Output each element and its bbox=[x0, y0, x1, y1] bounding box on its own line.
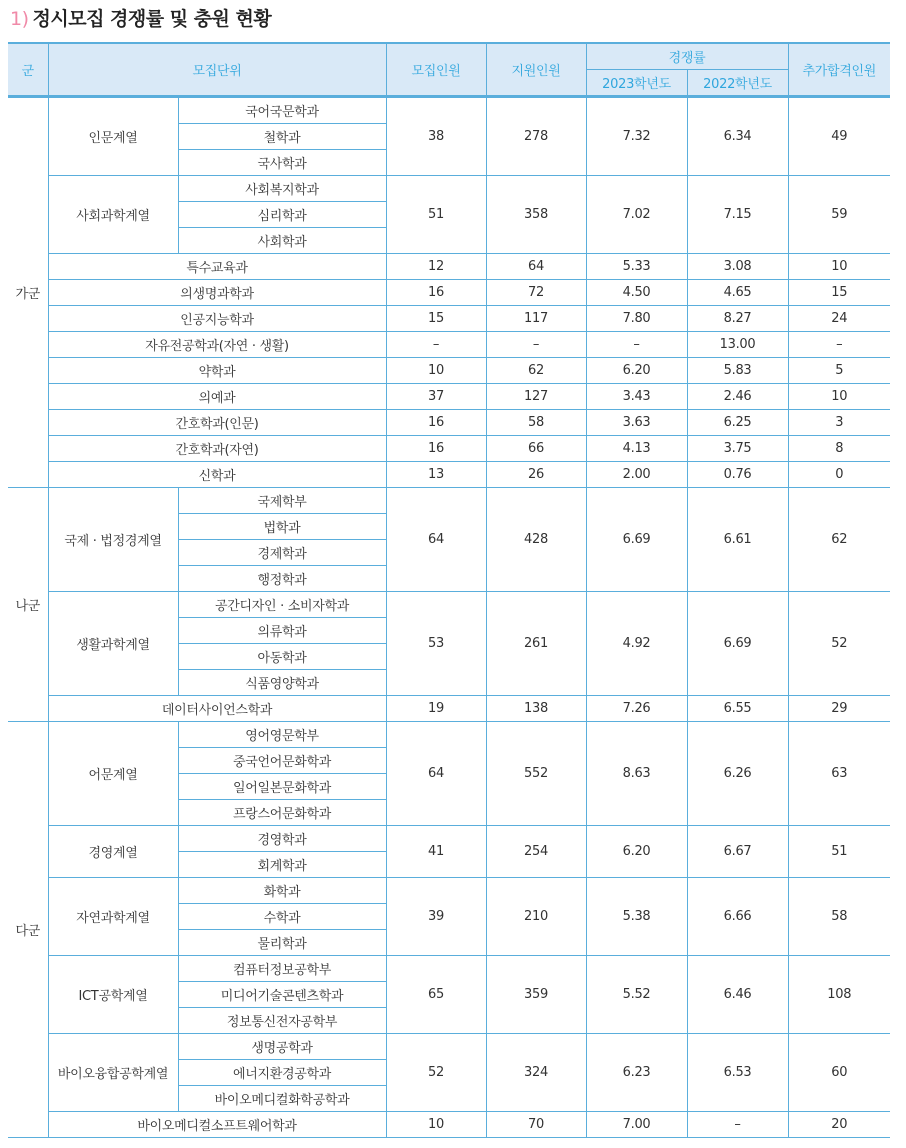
major: 수학과 bbox=[178, 904, 386, 930]
applicants: 127 bbox=[486, 384, 586, 410]
ratio-2022: 2.46 bbox=[687, 384, 788, 410]
table-row bbox=[8, 436, 890, 462]
applicants: 261 bbox=[486, 592, 586, 696]
ratio-2022: 0.76 bbox=[687, 462, 788, 488]
major: 행정학과 bbox=[178, 566, 386, 592]
section-na bbox=[8, 488, 890, 722]
applicants: 62 bbox=[486, 358, 586, 384]
quota: 64 bbox=[386, 722, 486, 826]
ratio-2022: 6.66 bbox=[687, 878, 788, 956]
major: 화학과 bbox=[178, 878, 386, 904]
major: 국어국문학과 bbox=[178, 97, 386, 124]
quota: 39 bbox=[386, 878, 486, 956]
extra: 63 bbox=[788, 722, 890, 826]
major: 컴퓨터정보공학부 bbox=[178, 956, 386, 982]
ratio-2023: 6.20 bbox=[586, 826, 687, 878]
applicants: 428 bbox=[486, 488, 586, 592]
table-row bbox=[8, 97, 890, 124]
major: 경제학과 bbox=[178, 540, 386, 566]
ratio-2022: 8.27 bbox=[687, 306, 788, 332]
extra: – bbox=[788, 332, 890, 358]
quota: – bbox=[386, 332, 486, 358]
quota: 16 bbox=[386, 410, 486, 436]
ratio-2022: 13.00 bbox=[687, 332, 788, 358]
quota: 16 bbox=[386, 280, 486, 306]
table-row bbox=[8, 306, 890, 332]
ratio-2023: 7.32 bbox=[586, 97, 687, 176]
quota: 37 bbox=[386, 384, 486, 410]
major: 사회복지학과 bbox=[178, 176, 386, 202]
quota: 65 bbox=[386, 956, 486, 1034]
ratio-2022: 3.75 bbox=[687, 436, 788, 462]
applicants: 64 bbox=[486, 254, 586, 280]
title-text: 정시모집 경쟁률 및 충원 현황 bbox=[32, 8, 272, 30]
table-row bbox=[8, 488, 890, 514]
ratio-2022: 6.61 bbox=[687, 488, 788, 592]
ratio-2022: 6.69 bbox=[687, 592, 788, 696]
unit-name: 특수교육과 bbox=[48, 254, 386, 280]
table-row bbox=[8, 722, 890, 748]
major: 철학과 bbox=[178, 124, 386, 150]
header-gun: 군 bbox=[8, 43, 48, 97]
major: 에너지환경공학과 bbox=[178, 1060, 386, 1086]
ratio-2023: 4.92 bbox=[586, 592, 687, 696]
major: 경영학과 bbox=[178, 826, 386, 852]
applicants: 324 bbox=[486, 1034, 586, 1112]
unit-name: 바이오메디컬소프트웨어학과 bbox=[48, 1112, 386, 1138]
ratio-2023: 4.13 bbox=[586, 436, 687, 462]
table-row bbox=[8, 254, 890, 280]
table-row bbox=[8, 384, 890, 410]
ratio-2022: 7.15 bbox=[687, 176, 788, 254]
unit-name: 간호학과(자연) bbox=[48, 436, 386, 462]
header-quota: 모집인원 bbox=[386, 43, 486, 97]
quota: 41 bbox=[386, 826, 486, 878]
unit-name: 약학과 bbox=[48, 358, 386, 384]
quota: 52 bbox=[386, 1034, 486, 1112]
applicants: 278 bbox=[486, 97, 586, 176]
header-extra: 추가합격인원 bbox=[788, 43, 890, 97]
applicants: 210 bbox=[486, 878, 586, 956]
quota: 12 bbox=[386, 254, 486, 280]
unit-name: 데이터사이언스학과 bbox=[48, 696, 386, 722]
major: 국제학부 bbox=[178, 488, 386, 514]
major: 국사학과 bbox=[178, 150, 386, 176]
major: 공간디자인 · 소비자학과 bbox=[178, 592, 386, 618]
section-da bbox=[8, 722, 890, 1138]
header-2023: 2023학년도 bbox=[586, 70, 687, 97]
quota: 10 bbox=[386, 1112, 486, 1138]
series-label: 바이오융합공학계열 bbox=[48, 1034, 178, 1112]
ratio-2023: 6.69 bbox=[586, 488, 687, 592]
extra: 3 bbox=[788, 410, 890, 436]
extra: 58 bbox=[788, 878, 890, 956]
applicants: 70 bbox=[486, 1112, 586, 1138]
ratio-2023: 7.26 bbox=[586, 696, 687, 722]
ratio-2023: 5.52 bbox=[586, 956, 687, 1034]
major: 영어영문학부 bbox=[178, 722, 386, 748]
extra: 20 bbox=[788, 1112, 890, 1138]
ratio-2023: 3.43 bbox=[586, 384, 687, 410]
admission-table bbox=[8, 42, 890, 1138]
ratio-2023: 5.33 bbox=[586, 254, 687, 280]
series-label: ICT공학계열 bbox=[48, 956, 178, 1034]
major: 아동학과 bbox=[178, 644, 386, 670]
applicants: 552 bbox=[486, 722, 586, 826]
extra: 5 bbox=[788, 358, 890, 384]
major: 바이오메디컬화학공학과 bbox=[178, 1086, 386, 1112]
extra: 10 bbox=[788, 384, 890, 410]
title-number: 1) bbox=[10, 8, 29, 30]
table-row bbox=[8, 1034, 890, 1060]
major: 정보통신전자공학부 bbox=[178, 1008, 386, 1034]
ratio-2023: 3.63 bbox=[586, 410, 687, 436]
quota: 13 bbox=[386, 462, 486, 488]
ratio-2022: 3.08 bbox=[687, 254, 788, 280]
applicants: 72 bbox=[486, 280, 586, 306]
applicants: 359 bbox=[486, 956, 586, 1034]
ratio-2022: 6.55 bbox=[687, 696, 788, 722]
table-row bbox=[8, 1112, 890, 1138]
extra: 52 bbox=[788, 592, 890, 696]
ratio-2023: – bbox=[586, 332, 687, 358]
extra: 8 bbox=[788, 436, 890, 462]
quota: 16 bbox=[386, 436, 486, 462]
ratio-2022: 6.26 bbox=[687, 722, 788, 826]
applicants: 254 bbox=[486, 826, 586, 878]
applicants: 138 bbox=[486, 696, 586, 722]
ratio-2023: 5.38 bbox=[586, 878, 687, 956]
series-label: 자연과학계열 bbox=[48, 878, 178, 956]
table-row bbox=[8, 696, 890, 722]
table-row bbox=[8, 358, 890, 384]
ratio-2022: 6.25 bbox=[687, 410, 788, 436]
group-label: 나군 bbox=[8, 488, 48, 722]
quota: 15 bbox=[386, 306, 486, 332]
major: 의류학과 bbox=[178, 618, 386, 644]
unit-name: 의생명과학과 bbox=[48, 280, 386, 306]
table-row bbox=[8, 176, 890, 202]
ratio-2023: 6.23 bbox=[586, 1034, 687, 1112]
table-row bbox=[8, 332, 890, 358]
major: 미디어기술콘텐츠학과 bbox=[178, 982, 386, 1008]
ratio-2022: 6.67 bbox=[687, 826, 788, 878]
series-label: 어문계열 bbox=[48, 722, 178, 826]
ratio-2023: 7.02 bbox=[586, 176, 687, 254]
quota: 38 bbox=[386, 97, 486, 176]
series-label: 경영계열 bbox=[48, 826, 178, 878]
table-row bbox=[8, 826, 890, 852]
unit-name: 간호학과(인문) bbox=[48, 410, 386, 436]
extra: 29 bbox=[788, 696, 890, 722]
applicants: 66 bbox=[486, 436, 586, 462]
extra: 0 bbox=[788, 462, 890, 488]
quota: 10 bbox=[386, 358, 486, 384]
major: 심리학과 bbox=[178, 202, 386, 228]
ratio-2022: 5.83 bbox=[687, 358, 788, 384]
major: 물리학과 bbox=[178, 930, 386, 956]
major: 회계학과 bbox=[178, 852, 386, 878]
extra: 62 bbox=[788, 488, 890, 592]
group-label: 다군 bbox=[8, 722, 48, 1138]
table-row bbox=[8, 592, 890, 618]
major: 생명공학과 bbox=[178, 1034, 386, 1060]
group-label: 가군 bbox=[8, 97, 48, 488]
unit-name: 인공지능학과 bbox=[48, 306, 386, 332]
unit-name: 자유전공학과(자연 · 생활) bbox=[48, 332, 386, 358]
extra: 10 bbox=[788, 254, 890, 280]
extra: 24 bbox=[788, 306, 890, 332]
table-row bbox=[8, 410, 890, 436]
applicants: 117 bbox=[486, 306, 586, 332]
applicants: 26 bbox=[486, 462, 586, 488]
section-ga bbox=[8, 97, 890, 488]
applicants: 58 bbox=[486, 410, 586, 436]
extra: 108 bbox=[788, 956, 890, 1034]
extra: 15 bbox=[788, 280, 890, 306]
ratio-2023: 7.80 bbox=[586, 306, 687, 332]
series-label: 국제 · 법정경계열 bbox=[48, 488, 178, 592]
ratio-2022: 6.34 bbox=[687, 97, 788, 176]
series-label: 생활과학계열 bbox=[48, 592, 178, 696]
extra: 49 bbox=[788, 97, 890, 176]
unit-name: 신학과 bbox=[48, 462, 386, 488]
ratio-2023: 7.00 bbox=[586, 1112, 687, 1138]
unit-name: 의예과 bbox=[48, 384, 386, 410]
header-2022: 2022학년도 bbox=[687, 70, 788, 97]
ratio-2022: 6.53 bbox=[687, 1034, 788, 1112]
series-label: 인문계열 bbox=[48, 97, 178, 176]
ratio-2022: 6.46 bbox=[687, 956, 788, 1034]
quota: 53 bbox=[386, 592, 486, 696]
major: 법학과 bbox=[178, 514, 386, 540]
ratio-2023: 4.50 bbox=[586, 280, 687, 306]
ratio-2022: – bbox=[687, 1112, 788, 1138]
header-ratio: 경쟁률 bbox=[586, 43, 788, 70]
page-title bbox=[10, 4, 271, 31]
major: 사회학과 bbox=[178, 228, 386, 254]
applicants: 358 bbox=[486, 176, 586, 254]
ratio-2023: 2.00 bbox=[586, 462, 687, 488]
table-row bbox=[8, 462, 890, 488]
major: 프랑스어문화학과 bbox=[178, 800, 386, 826]
header-applicants: 지원인원 bbox=[486, 43, 586, 97]
series-label: 사회과학계열 bbox=[48, 176, 178, 254]
ratio-2023: 8.63 bbox=[586, 722, 687, 826]
extra: 60 bbox=[788, 1034, 890, 1112]
major: 중국언어문화학과 bbox=[178, 748, 386, 774]
quota: 51 bbox=[386, 176, 486, 254]
quota: 64 bbox=[386, 488, 486, 592]
ratio-2022: 4.65 bbox=[687, 280, 788, 306]
table-row bbox=[8, 878, 890, 904]
applicants: – bbox=[486, 332, 586, 358]
extra: 59 bbox=[788, 176, 890, 254]
major: 일어일본문화학과 bbox=[178, 774, 386, 800]
table-row bbox=[8, 956, 890, 982]
ratio-2023: 6.20 bbox=[586, 358, 687, 384]
quota: 19 bbox=[386, 696, 486, 722]
header-unit: 모집단위 bbox=[48, 43, 386, 97]
extra: 51 bbox=[788, 826, 890, 878]
table-row bbox=[8, 280, 890, 306]
major: 식품영양학과 bbox=[178, 670, 386, 696]
